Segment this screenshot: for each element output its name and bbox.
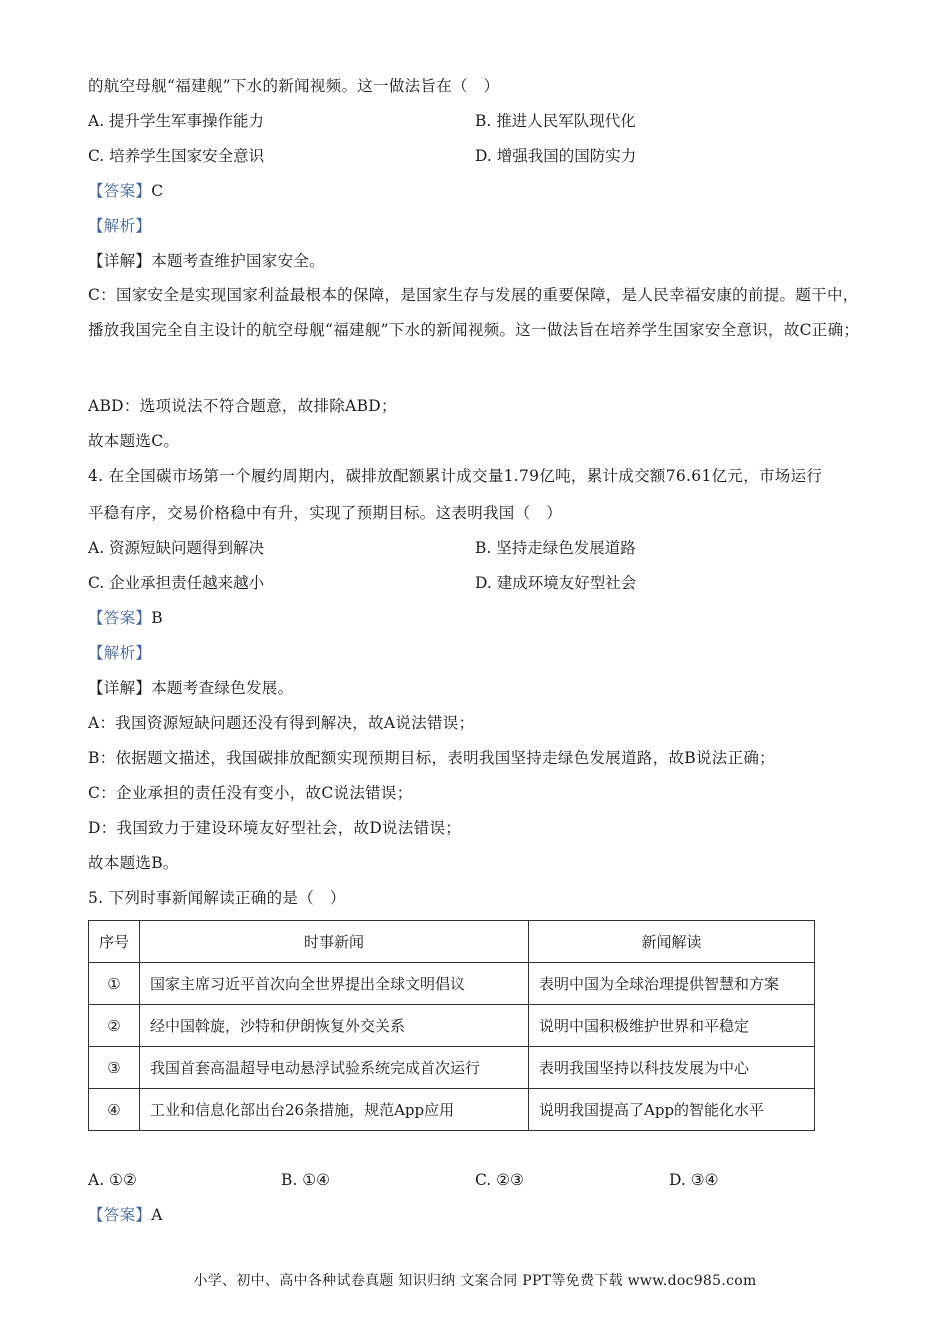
q4-explain-d: D：我国致力于建设环境友好型社会，故D说法错误； [88, 819, 462, 837]
q4-explain-c: C：企业承担的责任没有变小，故C说法错误； [88, 784, 413, 802]
q3-analysis-tag: 【解析】 [88, 217, 152, 235]
q5-option-b: B. ①④ [281, 1171, 331, 1189]
q4-conclusion: 故本题选B。 [88, 854, 179, 872]
table-header-news: 时事新闻 [140, 921, 529, 963]
q4-stem-line2: 平稳有序，交易价格稳中有升，实现了预期目标。这表明我国（ ） [88, 504, 563, 522]
q3-option-d: D. 增强我国的国防实力 [475, 147, 637, 165]
answer-tag: 【答案】 [88, 609, 152, 627]
q4-option-d: D. 建成环境友好型社会 [475, 574, 637, 592]
q4-explain-b: B：依据题文描述，我国碳排放配额实现预期目标，表明我国坚持走绿色发展道路，故B说法正确； [88, 749, 775, 767]
table-row [89, 1005, 815, 1047]
table-row [89, 1047, 815, 1089]
table-cell-index: ④ [89, 1089, 140, 1131]
table-cell-interpretation: 表明中国为全球治理提供智慧和方案 [529, 963, 815, 1005]
answer-tag: 【答案】 [88, 182, 152, 200]
q4-answer: B [151, 609, 163, 627]
q4-answer-line [88, 608, 163, 628]
q4-stem-line1: 4. 在全国碳市场第一个履约周期内，碳排放配额累计成交量1.79亿吨，累计成交额76.61亿元，市场运行 [88, 467, 823, 485]
q4-detail-line [88, 678, 293, 698]
table-cell-index: ③ [89, 1047, 140, 1089]
table-cell-news: 国家主席习近平首次向全世界提出全球文明倡议 [140, 963, 529, 1005]
table-header-row [89, 921, 815, 963]
table-cell-interpretation: 说明我国提高了App的智能化水平 [529, 1089, 815, 1131]
q5-option-d: D. ③④ [669, 1171, 719, 1189]
q3-conclusion: 故本题选C。 [88, 432, 180, 450]
q3-explain-c: C：国家安全是实现国家利益最根本的保障，是国家生存与发展的重要保障，是人民幸福安康的前提。题干中，播放我国完全自主设计的航空母舰“福建舰”下水的新闻视频。这一做法旨在培养学生国家安全意识，故C正确； [88, 286, 860, 339]
q3-option-a: A. 提升学生军事操作能力 [88, 112, 265, 130]
table-row [89, 1089, 815, 1131]
q5-stem: 5. 下列时事新闻解读正确的是（ ） [88, 889, 346, 907]
q3-stem-end: 的航空母舰“福建舰”下水的新闻视频。这一做法旨在（ ） [88, 77, 500, 95]
table-cell-index: ② [89, 1005, 140, 1047]
table-row [89, 963, 815, 1005]
news-table [88, 920, 815, 1131]
table-cell-news: 我国首套高温超导电动悬浮试验系统完成首次运行 [140, 1047, 529, 1089]
table-cell-interpretation: 说明中国积极维护世界和平稳定 [529, 1005, 815, 1047]
table-header-interpretation: 新闻解读 [529, 921, 815, 963]
q3-option-c: C. 培养学生国家安全意识 [88, 147, 265, 165]
q3-detail-line [88, 251, 325, 271]
table-header-index: 序号 [89, 921, 140, 963]
answer-tag: 【答案】 [88, 1206, 152, 1224]
q4-detail-intro: 本题考查绿色发展。 [151, 679, 294, 697]
q4-option-b: B. 坚持走绿色发展道路 [475, 539, 636, 557]
table-cell-index: ① [89, 963, 140, 1005]
q5-option-c: C. ②③ [475, 1171, 524, 1189]
q4-analysis-tag: 【解析】 [88, 644, 152, 662]
q4-explain-a: A：我国资源短缺问题还没有得到解决，故A说法错误； [88, 714, 475, 732]
q4-option-a: A. 资源短缺问题得到解决 [88, 539, 265, 557]
table-cell-news: 经中国斡旋，沙特和伊朗恢复外交关系 [140, 1005, 529, 1047]
q3-answer: C [151, 182, 164, 200]
q4-option-c: C. 企业承担责任越来越小 [88, 574, 265, 592]
q3-option-b: B. 推进人民军队现代化 [475, 112, 636, 130]
page-footer: 小学、初中、高中各种试卷真题 知识归纳 文案合同 PPT等免费下载 www.doc985.com [193, 1273, 757, 1289]
q5-answer: A [151, 1206, 163, 1224]
q3-answer-line [88, 181, 163, 201]
q5-answer-line [88, 1205, 163, 1225]
table-cell-news: 工业和信息化部出台26条措施，规范App应用 [140, 1089, 529, 1131]
q3-detail-intro: 本题考查维护国家安全。 [151, 252, 326, 270]
q5-option-a: A. ①② [88, 1171, 137, 1189]
detail-tag: 【详解】 [88, 252, 152, 270]
q3-explain-abd: ABD：选项说法不符合题意，故排除ABD； [88, 397, 397, 415]
table-cell-interpretation: 表明我国坚持以科技发展为中心 [529, 1047, 815, 1089]
detail-tag: 【详解】 [88, 679, 152, 697]
